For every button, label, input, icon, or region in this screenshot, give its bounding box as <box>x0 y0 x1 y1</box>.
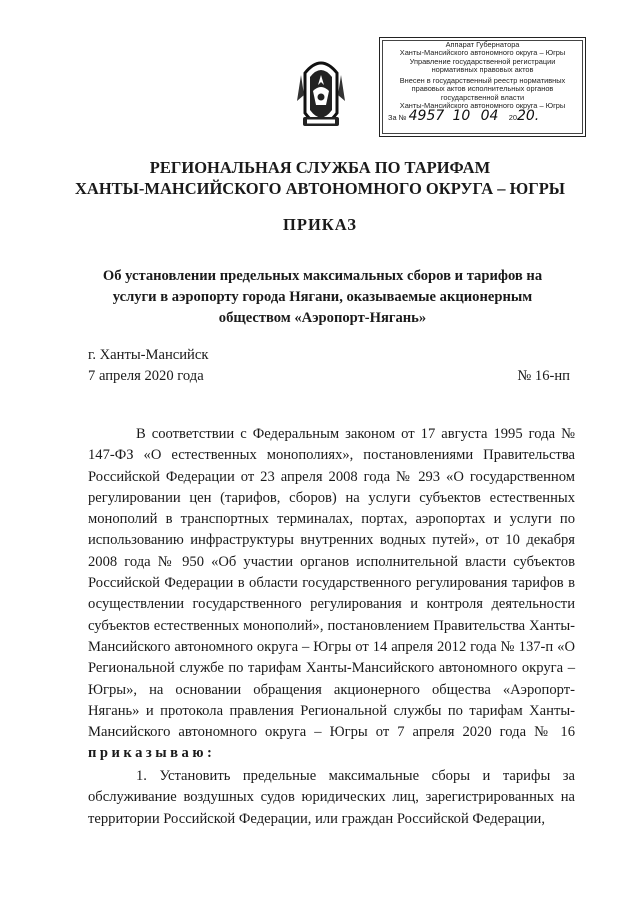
agency-name-line2: ХАНТЫ-МАНСИЙСКОГО АВТОНОМНОГО ОКРУГА – ЮГРЫ <box>75 179 565 198</box>
stamp-line: правовых актов исполнительных органов <box>411 84 554 94</box>
stamp-reg-year-prefix: 20 <box>508 113 517 123</box>
stamp-line: Ханты-Мансийского автономного округа – Югры <box>399 48 566 58</box>
issue-date: 7 апреля 2020 года <box>88 368 204 384</box>
order-command: приказываю: <box>88 745 216 762</box>
stamp-reg-prefix: За № <box>388 113 407 123</box>
stamp-registration-line <box>380 108 585 125</box>
stamp-reg-year: 20. <box>516 108 540 125</box>
stamp-line: Аппарат Губернатора <box>445 40 520 49</box>
clause-1-paragraph <box>88 766 575 830</box>
stamp-reg-day: 10 <box>452 108 471 125</box>
stamp-line: государственной власти <box>440 92 525 102</box>
stamp-reg-month: 04 <box>480 108 499 125</box>
coat-of-arms-emblem <box>295 55 347 137</box>
stamp-line: нормативных правовых актов <box>431 64 534 74</box>
preamble-text: В соответствии с Федеральным законом от 17 августа 1995 года № 147-ФЗ «О естественных монополиях», постановлениями Правительства Российской Федерации от 23 апреля 2008 года № 293 «О государственном регулировании цен (тарифов, сборов) на услуги субъектов естественных монополий в транспортных терминалах, портах, аэропортах и услуги по использованию инфраструктуры внутренних водных путей», от 10 декабря 2008 года № 950 «Об участии органов исполнительной власти субъектов Российской Федерации в области государственного регулирования тарифов в осуществлении государственного регулирования и контроля деятельности субъектов естественных монополий», постановлением Правительства Ханты-Мансийского автономного округа – Югры от 14 апреля 2012 года № 137-п «О Региональной службе по тарифам Ханты-Мансийского автономного округа – Югры», на основании обращения акционерного общества «Аэропорт-Нягань» и протокола правления Региональной службы по тарифам Ханты-Мансийского автономного округа – Югры от 7 апреля 2020 года № 16 <box>88 426 575 741</box>
order-number: № 16-нп <box>517 368 570 384</box>
registration-stamp <box>379 37 586 137</box>
issue-place: г. Ханты-Мансийск <box>88 347 209 363</box>
document-type: ПРИКАЗ <box>283 215 357 234</box>
agency-name-line1: РЕГИОНАЛЬНАЯ СЛУЖБА ПО ТАРИФАМ <box>149 158 491 177</box>
stamp-reg-number: 4957 <box>408 108 445 125</box>
order-subject: Об установлении предельных максимальных сборов и тарифов на услуги в аэропорту города Нягани, оказываемые акционерным обществом «Аэропорт-Нягань» <box>102 268 543 326</box>
preamble-paragraph <box>88 424 575 765</box>
stamp-line: Внесен в государственный реестр нормативных <box>399 76 566 86</box>
stamp-line: Ханты-Мансийского автономного округа – Югры <box>399 101 566 111</box>
clause-1-text: 1. Установить предельные максимальные сборы и тарифы за обслуживание воздушных судов юридических лиц, зарегистрированных на территории Российской Федерации, или граждан Российской Федерации, <box>88 768 575 827</box>
stamp-line: Управление государственной регистрации <box>409 56 556 66</box>
